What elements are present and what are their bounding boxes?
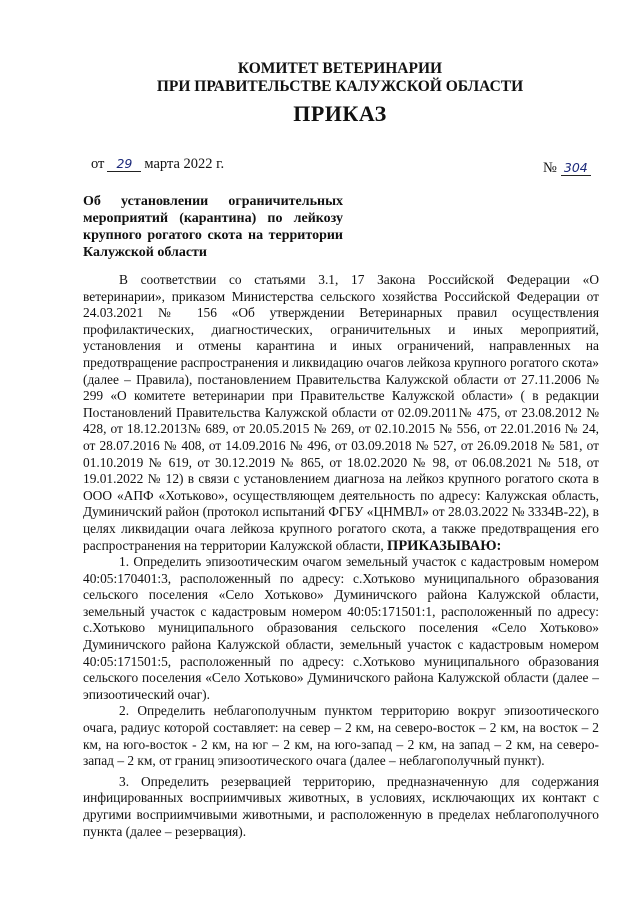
organization-name-line1: КОМИТЕТ ВЕТЕРИНАРИИ bbox=[237, 60, 443, 77]
order-item-2: 2. Определить неблагополучным пунктом территорию вокруг эпизоотического очага, радиус которой составляет: на север – 2 км, на северо-восток – 2 км, на восток – 2 км, на юго-восток - 2 км, на юг – 2 км, на юго-запад – 2 км, на запад – 2 км, на северо-запад – 2 км, от границ эпизоотического очага (далее – неблагополучный пункт). bbox=[83, 703, 599, 769]
document-type-title: ПРИКАЗ bbox=[293, 101, 387, 126]
preamble-paragraph bbox=[83, 272, 599, 554]
order-word: ПРИКАЗЫВАЮ: bbox=[387, 537, 502, 554]
document-subject: Об установлении ограничительных мероприятий (карантина) по лейкозу крупного рогатого скота на территории Калужской области bbox=[83, 194, 343, 260]
preamble-text: В соответствии со статьями 3.1, 17 Закона Российской Федерации «О ветеринарии», приказом Министерства сельского хозяйства Российской Федерации от 24.03.2021 № 156 «Об утверждении Ветеринарных правил осуществления профилактических, диагностических, ограничительных и иных мероприятий, установления и отмены карантина и иных ограничений, направленных на предотвращение распространения и ликвидацию очагов лейкоза крупного рогатого скота» (далее – Правила), постановлением Правительства Калужской области от 27.11.2006 № 299 «О комитете ветеринарии при Правительстве Калужской области» ( в редакции Постановлений Правительства Калужской области от 02.09.2011№ 475, от 23.08.2012 № 428, от 18.12.2013№ 689, от 20.05.2015 № 269, от 02.10.2015 № 556, от 22.01.2016 № 24, от 28.07.2016 № 408, от 14.09.2016 № 496, от 03.09.2018 № 527, от 26.09.2018 № 581, от 01.10.2019 № 619, от 30.12.2019 № 865, от 18.02.2020 № 98, от 06.08.2021 № 518, от 19.01.2022 № 12) в связи с установлением диагноза на лейкоз крупного рогатого скота в ООО «АПФ «Хотьково», осуществляющем деятельность по адресу: Калужская область, Думиничский район (протокол испытаний ФГБУ «ЦНМВЛ» от 28.03.2022 № 3334В-22), в целях ликвидации очага лейкоза крупного рогатого скота, а также предотвращения его распространения на территории Калужской области, bbox=[83, 272, 599, 553]
date-month-year: марта 2022 г. bbox=[144, 156, 225, 172]
document-body bbox=[83, 272, 599, 840]
organization-name-line2: ПРИ ПРАВИТЕЛЬСТВЕ КАЛУЖСКОЙ ОБЛАСТИ bbox=[156, 78, 524, 95]
document-date bbox=[91, 156, 224, 173]
number-prefix: № bbox=[543, 160, 557, 176]
date-prefix: от bbox=[91, 156, 105, 172]
order-item-3: 3. Определить резервацией территорию, предназначенную для содержания инфицированных восприимчивых животных, в условиях, исключающих их контакт с другими восприимчивыми животными, и расположенную в пределах неблагополучного пункта (далее – резервация). bbox=[83, 773, 599, 839]
document-number bbox=[543, 160, 591, 177]
order-item-1: 1. Определить эпизоотическим очагом земельный участок с кадастровым номером 40:05:170401:3, расположенный по адресу: с.Хотьково муниципального образования сельского поселения «Село Хотьково» Думиничского района Калужской области, земельный участок с кадастровым номером 40:05:171501:1, расположенный по адресу: с.Хотьково муниципального образования сельского поселения «Село Хотьково» Думиничского района Калужской области, земельный участок с кадастровым номером 40:05:171501:5, расположенный по адресу: с.Хотьково муниципального образования сельского поселения «Село Хотьково» Думиничского района Калужской области (далее – эпизоотический очаг). bbox=[83, 554, 599, 702]
date-day-handwritten: 29 bbox=[107, 156, 141, 172]
number-value-handwritten: 304 bbox=[561, 160, 591, 176]
